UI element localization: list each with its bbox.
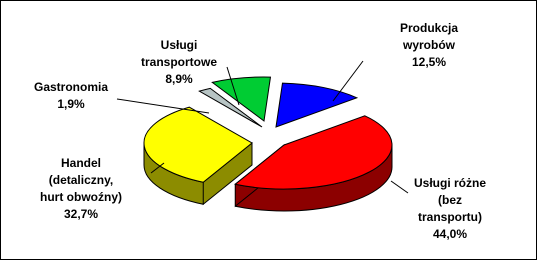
slice-label-line-1-0: Usługi różne xyxy=(413,176,487,190)
slice-label-3 xyxy=(34,80,108,111)
pie-slice-0 xyxy=(276,83,357,127)
slice-label-4 xyxy=(141,38,217,86)
slice-label-line-0-1: wyrobów xyxy=(402,38,456,52)
slice-label-line-4-0: Usługi xyxy=(160,38,198,52)
slice-label-line-1-2: transportu) xyxy=(418,210,482,224)
leader-line-1 xyxy=(391,181,408,193)
slice-label-line-1-1: (bez xyxy=(438,193,462,207)
slice-label-line-2-0: Handel xyxy=(60,156,102,170)
slice-label-0 xyxy=(400,21,458,69)
slice-value-0: 12,5% xyxy=(411,55,447,69)
slice-value-2: 32,7% xyxy=(63,207,99,221)
slice-label-1 xyxy=(414,176,486,241)
slice-label-line-0-0: Produkcja xyxy=(399,21,459,35)
leader-line-3 xyxy=(117,99,209,113)
pie-chart xyxy=(1,1,538,261)
slice-label-line-3-0: Gastronomia xyxy=(33,80,109,94)
slice-value-4: 8,9% xyxy=(165,72,193,86)
slice-label-line-2-1: (detaliczny, xyxy=(48,173,114,187)
slice-label-line-2-2: hurt obwoźny) xyxy=(40,190,122,204)
slice-value-3: 1,9% xyxy=(57,97,85,111)
slice-label-line-4-1: transportowe xyxy=(140,55,218,69)
slice-label-2 xyxy=(40,156,122,221)
slices-layer xyxy=(144,77,392,211)
slice-value-1: 44,0% xyxy=(432,227,468,241)
